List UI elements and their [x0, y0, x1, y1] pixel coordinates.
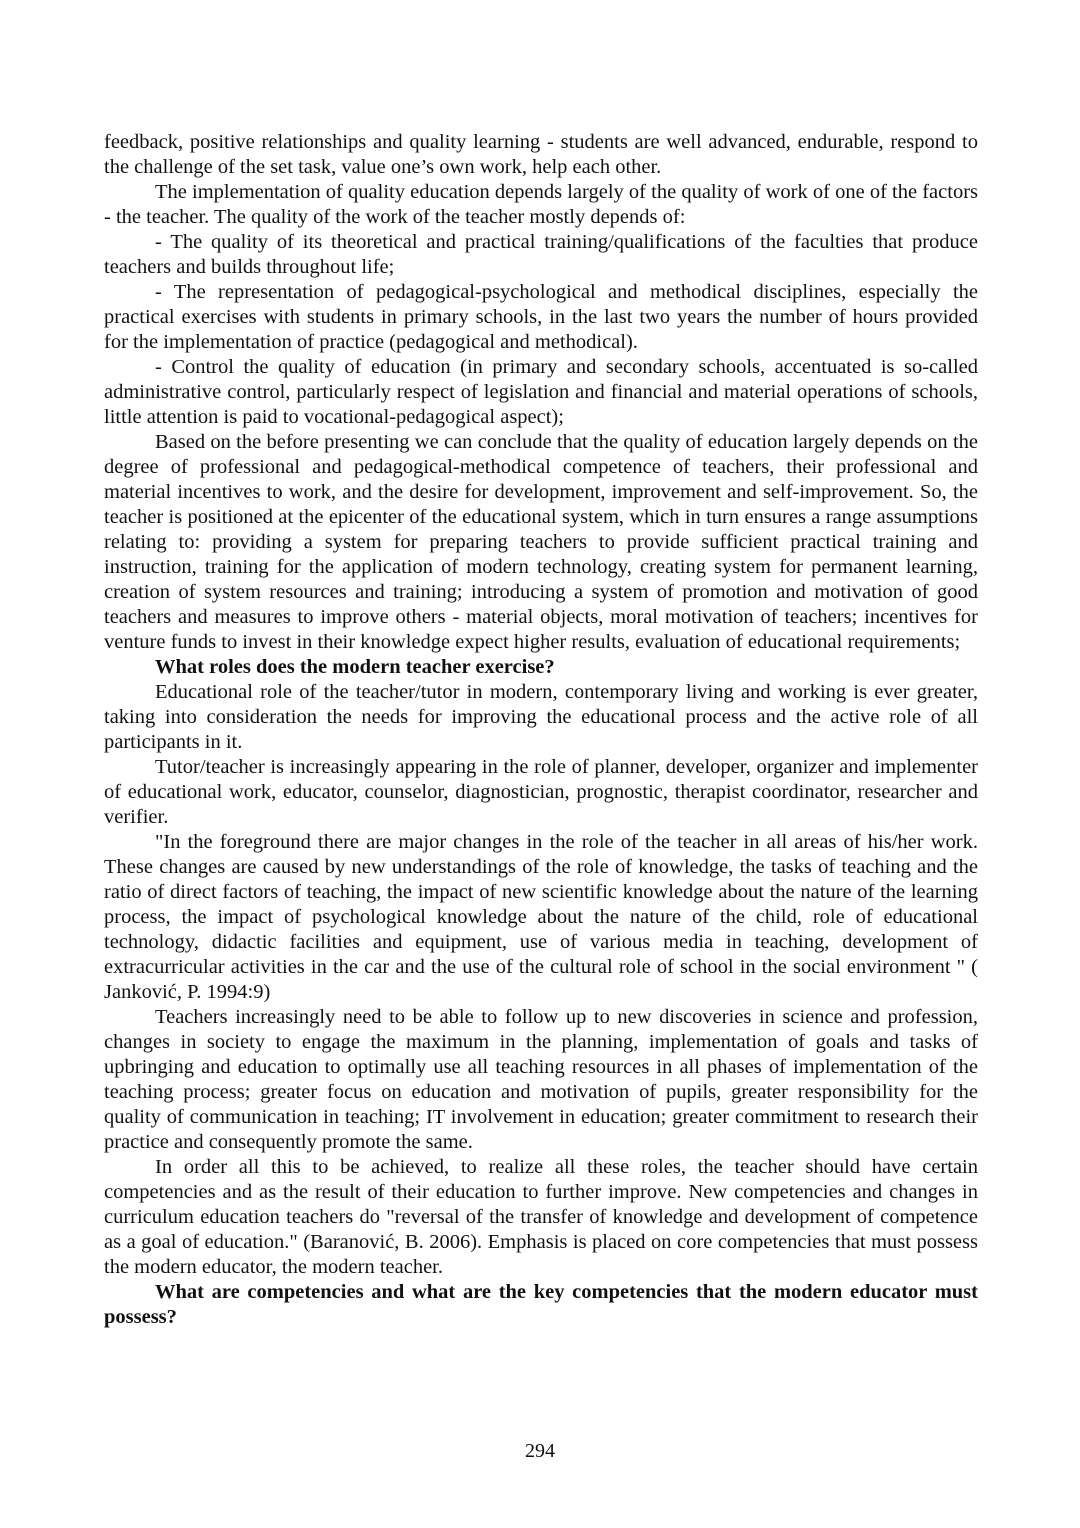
document-body: [104, 130, 978, 1330]
quotation-paragraph: "In the foreground there are major changes in the role of the teacher in all areas of his/her work. These changes are caused by new understandings of the role of knowledge, the tasks of teaching and the ratio of direct factors of teaching, the impact of new scientific knowledge about the nature of the learning process, the impact of psychological knowledge about the nature of the child, role of educational technology, didactic facilities and equipment, use of various media in teaching, development of extracurricular activities in the car and the use of the cultural role of school in the social environment " ( Janković, P. 1994:9): [104, 831, 978, 1003]
paragraph: Educational role of the teacher/tutor in modern, contemporary living and working is ever greater, taking into consideration the needs for improving the educational process and the active role of all participants in it.: [104, 681, 978, 753]
paragraph: The implementation of quality education depends largely of the quality of work of one of the factors - the teacher. The quality of the work of the teacher mostly depends of:: [104, 181, 978, 228]
section-heading-competencies: What are competencies and what are the key competencies that the modern educator must possess?: [104, 1281, 978, 1328]
paragraph: Based on the before presenting we can conclude that the quality of education largely depends on the degree of professional and pedagogical-methodical competence of teachers, their professional and material incentives to work, and the desire for development, improvement and self-improvement. So, the teacher is positioned at the epicenter of the educational system, which in turn ensures a range assumptions relating to: providing a system for preparing teachers to provide sufficient practical training and instruction, training for the application of modern technology, creating system for permanent learning, creation of system resources and training; introducing a system of promotion and motivation of good teachers and measures to improve others - material objects, moral motivation of teachers; incentives for venture funds to invest in their knowledge expect higher results, evaluation of educational requirements;: [104, 431, 978, 653]
page-number: 294: [525, 1440, 555, 1462]
section-heading-roles: What roles does the modern teacher exercise?: [155, 656, 555, 678]
list-item: - The representation of pedagogical-psychological and methodical disciplines, especially the practical exercises with students in primary schools, in the last two years the number of hours provided for the implementation of practice (pedagogical and methodical).: [104, 281, 978, 353]
paragraph: In order all this to be achieved, to realize all these roles, the teacher should have certain competencies and as the result of their education to further improve. New competencies and changes in curriculum education teachers do "reversal of the transfer of knowledge and development of competence as a goal of education." (Baranović, B. 2006). Emphasis is placed on core competencies that must possess the modern educator, the modern teacher.: [104, 1156, 978, 1278]
paragraph: Teachers increasingly need to be able to follow up to new discoveries in science and profession, changes in society to engage the maximum in the planning, implementation of goals and tasks of upbringing and education to optimally use all teaching resources in all phases of implementation of the teaching process; greater focus on education and motivation of pupils, greater responsibility for the quality of communication in teaching; IT involvement in education; greater commitment to research their practice and consequently promote the same.: [104, 1006, 978, 1153]
list-item: - The quality of its theoretical and practical training/qualifications of the faculties that produce teachers and builds throughout life;: [104, 231, 978, 278]
list-item: - Control the quality of education (in primary and secondary schools, accentuated is so-called administrative control, particularly respect of legislation and financial and material operations of schools, little attention is paid to vocational-pedagogical aspect);: [104, 356, 978, 428]
paragraph-continuation: feedback, positive relationships and quality learning - students are well advanced, endurable, respond to the challenge of the set task, value one’s own work, help each other.: [104, 131, 978, 178]
paragraph: Tutor/teacher is increasingly appearing in the role of planner, developer, organizer and implementer of educational work, educator, counselor, diagnostician, prognostic, therapist coordinator, researcher and verifier.: [104, 756, 978, 828]
